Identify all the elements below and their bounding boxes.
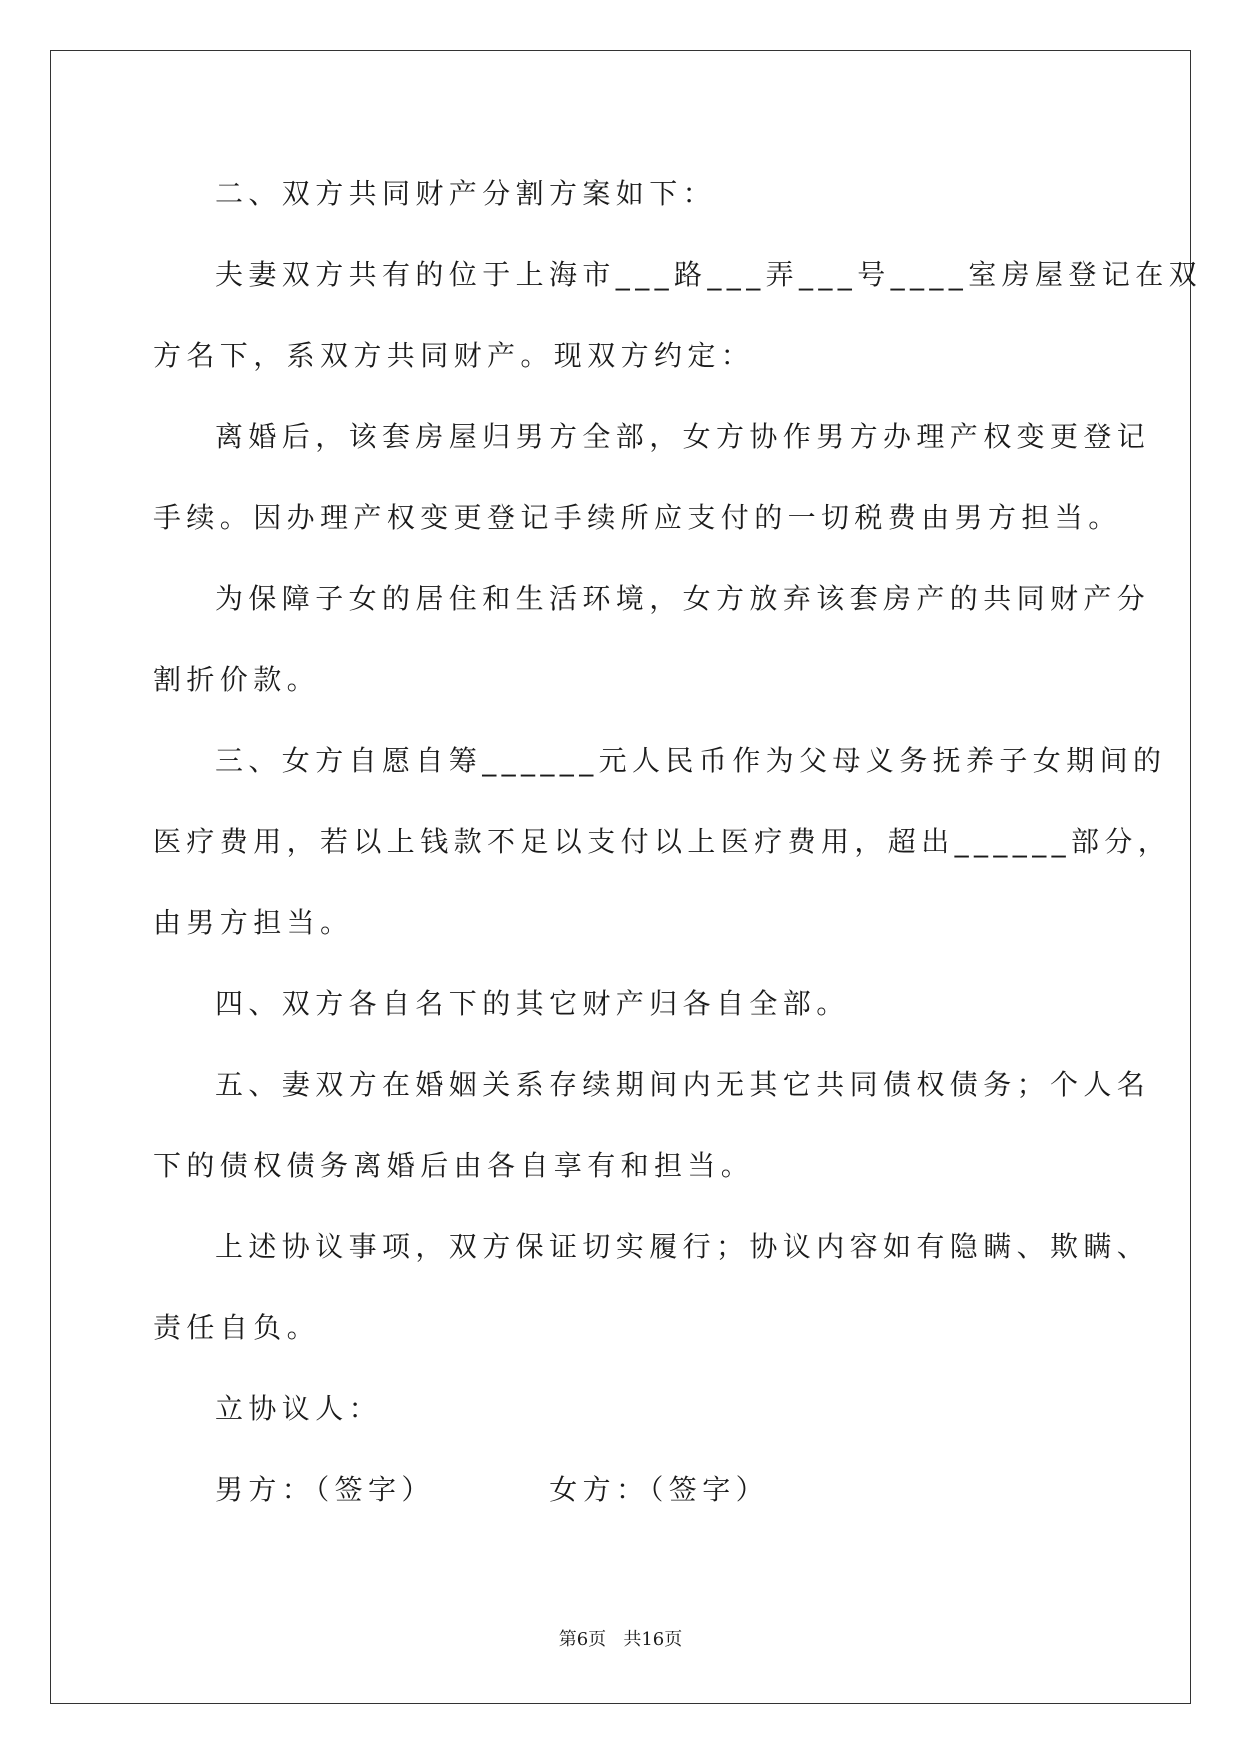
paragraph-line: 下的债权债务离婚后由各自享有和担当。: [153, 1149, 755, 1182]
page-border: [50, 50, 1191, 1704]
paragraph-line: 离婚后，该套房屋归男方全部，女方协作男方办理产权变更登记: [215, 420, 1151, 453]
paragraph-line: 医疗费用，若以上钱款不足以支付以上医疗费用，超出______部分，: [153, 825, 1172, 858]
page-footer: [0, 1628, 1241, 1652]
signature-line: 男方：（签字） 女方：（签字）: [215, 1473, 770, 1506]
paragraph-line: 夫妻双方共有的位于上海市___路___弄___号____室房屋登记在双: [215, 258, 1203, 291]
paragraph-line: 为保障子女的居住和生活环境，女方放弃该套房产的共同财产分: [215, 582, 1151, 615]
paragraph-line: 五、妻双方在婚姻关系存续期间内无其它共同债权债务；个人名: [215, 1068, 1151, 1101]
section-heading-property-division: 二、双方共同财产分割方案如下：: [215, 177, 717, 210]
paragraph-line: 由男方担当。: [153, 906, 354, 939]
paragraph-line: 手续。因办理产权变更登记手续所应支付的一切税费由男方担当。: [153, 501, 1122, 534]
paragraph-line: 责任自负。: [153, 1311, 321, 1344]
paragraph-line: 三、女方自愿自筹______元人民币作为父母义务抚养子女期间的: [215, 744, 1167, 777]
paragraph-line: 四、双方各自名下的其它财产归各自全部。: [215, 987, 850, 1020]
signatory-label: 立协议人：: [215, 1392, 383, 1425]
paragraph-line: 割折价款。: [153, 663, 321, 696]
page-indicator: 第6页 共16页: [558, 1629, 683, 1650]
paragraph-line: 上述协议事项，双方保证切实履行；协议内容如有隐瞒、欺瞒、: [215, 1230, 1151, 1263]
paragraph-line: 方名下，系双方共同财产。现双方约定：: [153, 339, 755, 372]
